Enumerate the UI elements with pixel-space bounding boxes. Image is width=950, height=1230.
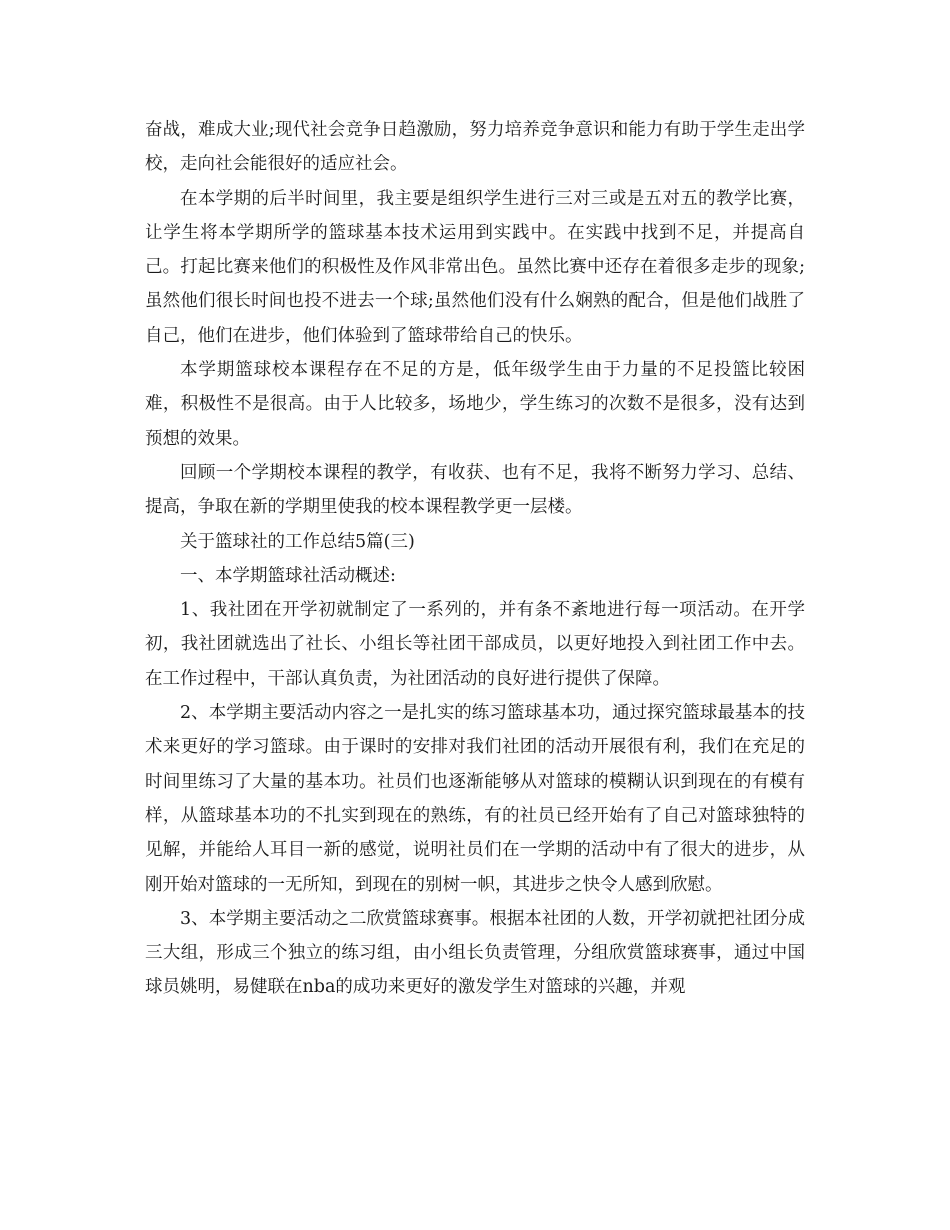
- paragraph-4: 回顾一个学期校本课程的教学，有收获、也有不足，我将不断努力学习、总结、提高，争取在新的学期里使我的校本课程教学更一层楼。: [145, 462, 805, 518]
- paragraph-2: 在本学期的后半时间里，我主要是组织学生进行三对三或是五对五的教学比赛，让学生将本学期所学的篮球基本技术运用到实践中。在实践中找到不足，并提高自己。打起比赛来他们的积极性及作风非常出色。虽然比赛中还存在着很多走步的现象;虽然他们很长时间也投不进去一个球;虽然他们没有什么娴熟的配合，但是他们战胜了自己，他们在进步，他们体验到了篮球带给自己的快乐。: [145, 188, 805, 346]
- paragraph-3: 本学期篮球校本课程存在不足的方是，低年级学生由于力量的不足投篮比较困难，积极性不是很高。由于人比较多，场地少，学生练习的次数不是很多，没有达到预想的效果。: [145, 360, 805, 449]
- paragraph-item-3: 3、本学期主要活动之二欣赏篮球赛事。根据本社团的人数，开学初就把社团分成三大组，形成三个独立的练习组，由小组长负责管理，分组欣赏篮球赛事，通过中国球员姚明，易健联在nba的成功来更好的激发学生对篮球的兴趣，并观: [145, 908, 805, 998]
- paragraph-1: 奋战，难成大业;现代社会竞争日趋激励，努力培养竞争意识和能力有助于学生走出学校，走向社会能很好的适应社会。: [145, 120, 805, 175]
- document-body: [145, 113, 805, 1005]
- section-heading: 关于篮球社的工作总结5篇(三): [180, 531, 415, 552]
- paragraph-item-2: 2、本学期主要活动内容之一是扎实的练习篮球基本功，通过探究篮球最基本的技术来更好的学习篮球。由于课时的安排对我们社团的活动开展很有利，我们在充足的时间里练习了大量的基本功。社员们也逐渐能够从对篮球的模糊认识到现在的有模有样，从篮球基本功的不扎实到现在的熟练，有的社员已经开始有了自己对篮球独特的见解，并能给人耳目一新的感觉，说明社员们在一学期的活动中有了很大的进步，从刚开始对篮球的一无所知，到现在的别树一帜，其进步之快令人感到欣慰。: [145, 703, 805, 895]
- paragraph-item-1: 1、我社团在开学初就制定了一系列的，并有条不紊地进行每一项活动。在开学初，我社团就选出了社长、小组长等社团干部成员，以更好地投入到社团工作中去。在工作过程中，干部认真负责，为社团活动的良好进行提供了保障。: [145, 600, 805, 689]
- subsection-heading: 一、本学期篮球社活动概述:: [180, 565, 396, 586]
